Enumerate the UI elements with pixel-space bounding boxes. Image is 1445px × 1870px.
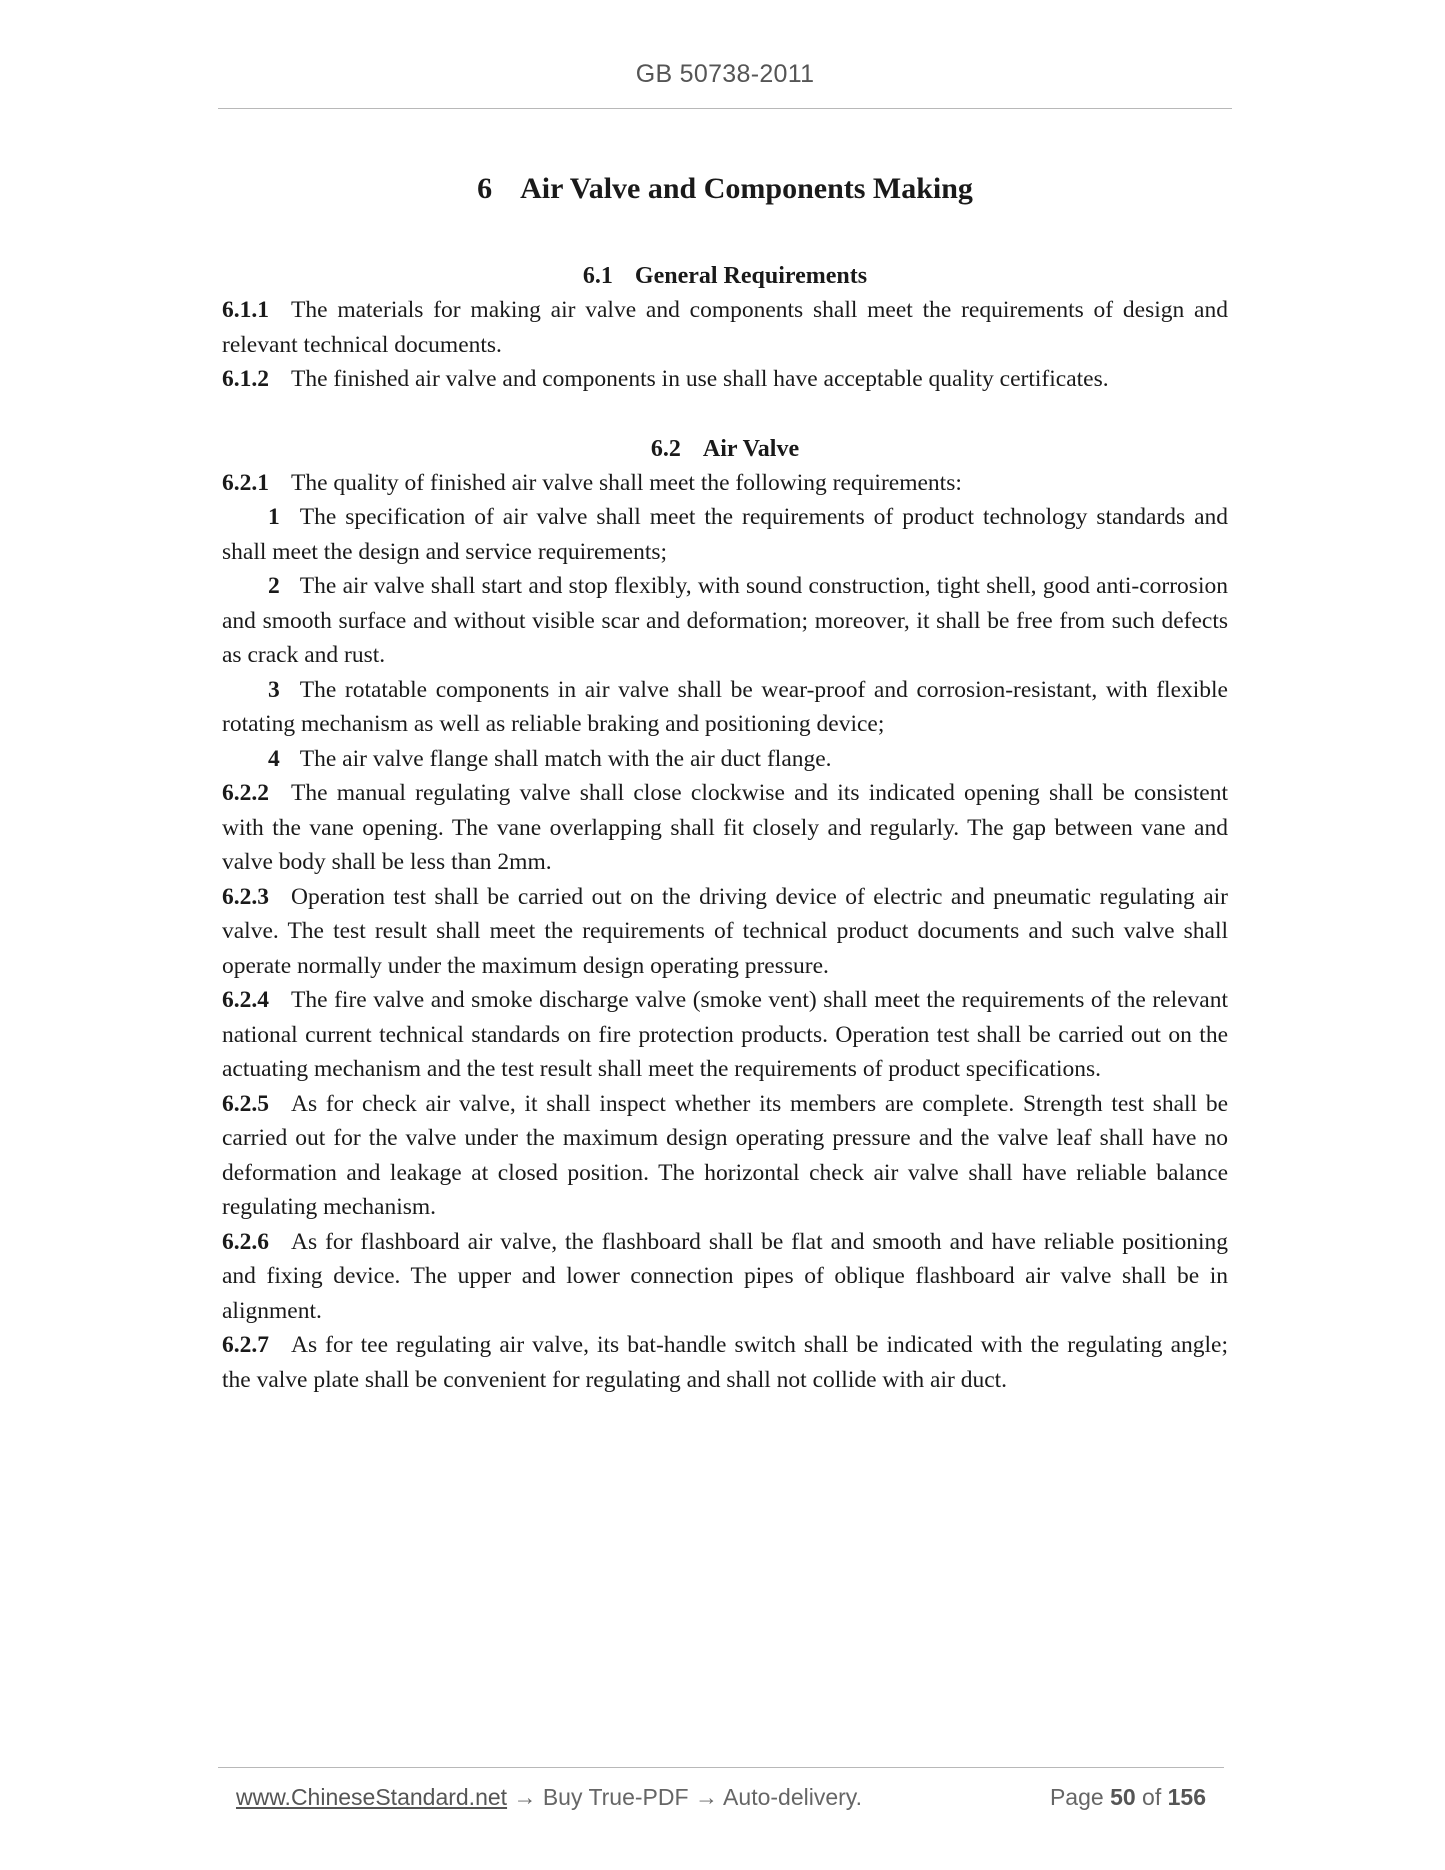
clause-number: 6.2.7 (222, 1332, 269, 1358)
document-body (222, 160, 1228, 1397)
website-link[interactable]: www.ChineseStandard.net (236, 1784, 508, 1810)
clause-text: The fire valve and smoke discharge valve (smoke vent) shall meet the requirements of the relevant national current technical standards on fire protection products. Operation test shall be carried out on the actuating mechanism and the test result shall meet the requirements of product specifications. (222, 987, 1228, 1082)
clause-text: As for check air valve, it shall inspect whether its members are complete. Strength test shall be carried out for the valve under the maximum design operating pressure and the valve leaf shall have no deformation and leakage at closed position. The horizontal check air valve shall have reliable balance regulating mechanism. (222, 1090, 1228, 1220)
item-text: The air valve shall start and stop flexibly, with sound construction, tight shell, good anti-corrosion and smooth surface and without visible scar and deformation; moreover, it shall be free from such defects as crack and rust. (222, 573, 1228, 668)
page-header (218, 60, 1232, 89)
item-text: The specification of air valve shall meet the requirements of product technology standards and shall meet the design and service requirements; (222, 504, 1228, 565)
clause-6-1-2 (222, 362, 1228, 397)
item-text: The rotatable components in air valve shall be wear-proof and corrosion-resistant, with flexible rotating mechanism as well as reliable braking and positioning device; (222, 676, 1228, 737)
chapter-number: 6 (477, 172, 493, 205)
clause-6-2-1 (222, 466, 1228, 501)
list-item-1 (222, 500, 1228, 569)
section-6-1-title (222, 259, 1228, 293)
header-divider (218, 108, 1232, 109)
section-number: 6.2 (650, 435, 681, 462)
list-item-4 (222, 742, 1228, 777)
section-6-2-title (222, 432, 1228, 466)
page-indicator (1050, 1784, 1206, 1811)
clause-number: 6.2.4 (222, 987, 269, 1013)
item-number: 3 (268, 676, 280, 703)
clause-text: The materials for making air valve and components shall meet the requirements of design and relevant technical documents. (222, 297, 1228, 358)
clause-text: As for flashboard air valve, the flashboard shall be flat and smooth and have reliable positioning and fixing device. The upper and lower connection pipes of oblique flashboard air valve shall be in alignment. (222, 1228, 1228, 1324)
clause-6-2-3 (222, 880, 1228, 984)
page-label: Page (1049, 1784, 1104, 1810)
item-number: 1 (268, 504, 280, 530)
item-number: 4 (268, 745, 280, 772)
chapter-title (222, 168, 1228, 210)
item-text: The air valve flange shall match with the air duct flange. (299, 745, 832, 772)
page-of: of (1142, 1784, 1162, 1810)
chapter-title-text: Air Valve and Components Making (520, 172, 973, 205)
clause-6-2-5 (222, 1087, 1228, 1225)
clause-text: The manual regulating valve shall close clockwise and its indicated opening shall be consistent with the vane opening. The vane overlapping shall fit closely and regularly. The gap between vane and valve body shall be less than 2mm. (222, 780, 1228, 875)
clause-6-2-6 (222, 1225, 1228, 1329)
clause-number: 6.1.2 (222, 366, 269, 392)
page-current: 50 (1110, 1784, 1136, 1810)
clause-text: As for tee regulating air valve, its bat-handle switch shall be indicated with the regulating angle; the valve plate shall be convenient for regulating and shall not collide with air duct. (222, 1332, 1228, 1393)
page-total: 156 (1167, 1784, 1206, 1810)
clause-text: The finished air valve and components in use shall have acceptable quality certificates. (291, 366, 1109, 392)
clause-6-2-4 (222, 983, 1228, 1087)
section-title-text: Air Valve (702, 435, 800, 462)
clause-number: 6.2.2 (222, 780, 269, 806)
promo-text: → Buy True-PDF → Auto-delivery. (513, 1784, 862, 1810)
section-number: 6.1 (582, 263, 613, 289)
section-title-text: General Requirements (634, 263, 868, 289)
clause-number: 6.2.3 (222, 883, 269, 910)
footer-divider (218, 1767, 1224, 1768)
clause-6-2-7 (222, 1328, 1228, 1397)
clause-text: Operation test shall be carried out on the driving device of electric and pneumatic regulating air valve. The test result shall meet the requirements of technical product documents and such valve shall operate normally under the maximum design operating pressure. (222, 883, 1228, 979)
standard-code: GB 50738-2011 (635, 60, 815, 88)
item-number: 2 (268, 573, 280, 599)
list-item-2 (222, 569, 1228, 673)
clause-6-1-1 (222, 293, 1228, 362)
clause-number: 6.2.6 (222, 1228, 269, 1255)
clause-number: 6.2.1 (222, 469, 269, 496)
page-footer (236, 1784, 1206, 1811)
clause-number: 6.2.5 (222, 1090, 269, 1117)
clause-number: 6.1.1 (222, 297, 269, 323)
clause-6-2-2 (222, 776, 1228, 880)
list-item-3 (222, 673, 1228, 742)
clause-text: The quality of finished air valve shall meet the following requirements: (291, 469, 962, 496)
